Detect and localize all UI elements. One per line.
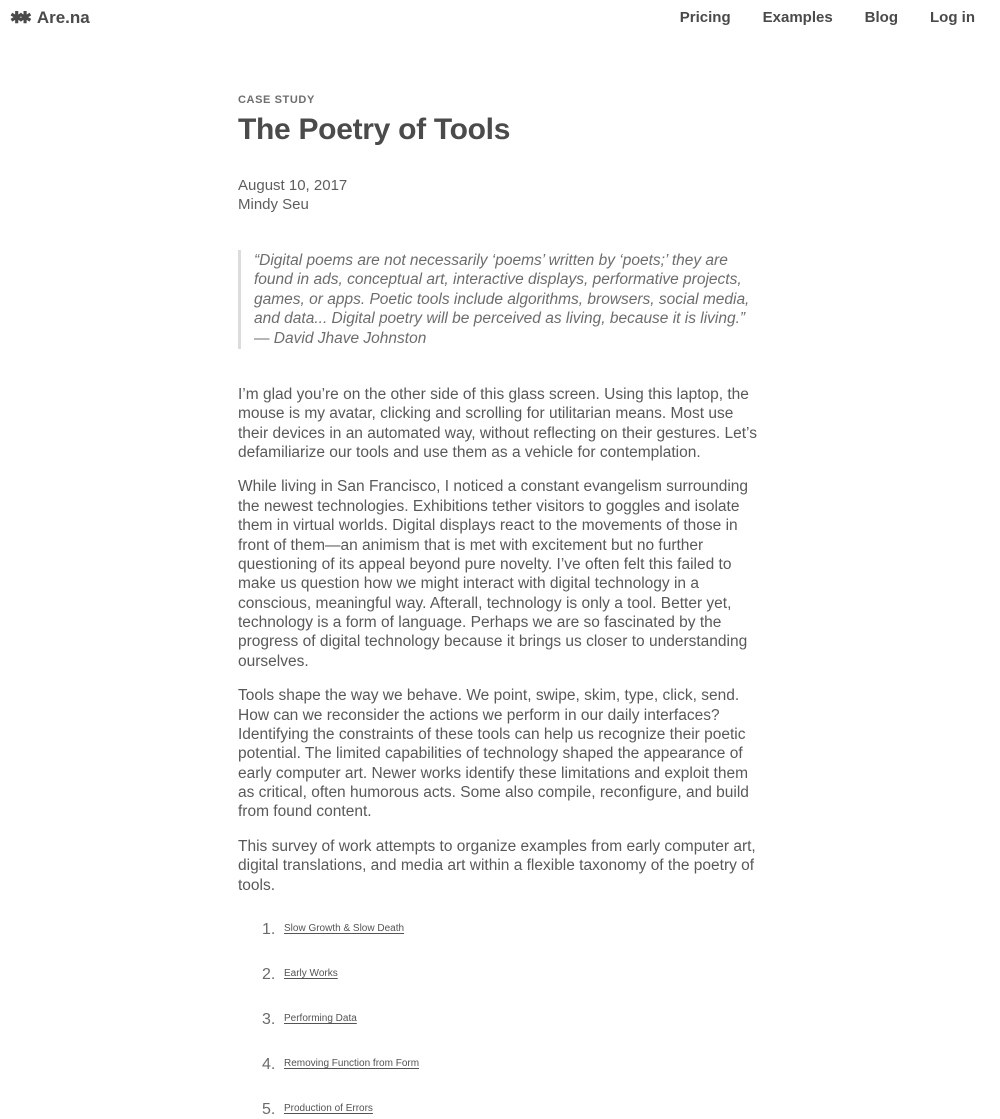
- list-item: [262, 1101, 760, 1119]
- toc-link-slow-growth[interactable]: Slow Growth & Slow Death: [284, 922, 405, 934]
- case-study-label: CASE STUDY: [238, 94, 315, 106]
- paragraph-3: Tools shape the way we behave. We point, swipe, skim, type, click, send. How can we reconsider the actions we perform in our daily interfaces? Identifying the constraints of these tools can help us recognize their poetic potential. The limited capabilities of technology shaped the appearance of early computer art. Newer works identify these limitations and exploit them as critical, often humorous acts. Some also compile, reconfigure, and build from found content.: [238, 687, 749, 821]
- article-body: [238, 385, 760, 895]
- arena-stars-icon: ✱✱: [10, 9, 27, 27]
- section-link-list: [238, 921, 760, 1119]
- list-number: 5.: [262, 1100, 276, 1118]
- toc-link-removing-function[interactable]: Removing Function from Form: [284, 1057, 420, 1069]
- page-title: The Poetry of Tools: [238, 113, 511, 146]
- top-nav: [680, 9, 975, 26]
- nav-item-pricing[interactable]: Pricing: [679, 9, 731, 26]
- toc-link-production-errors[interactable]: Production of Errors: [284, 1102, 373, 1114]
- toc-link-early-works[interactable]: Early Works: [284, 967, 338, 979]
- nav-item-blog[interactable]: Blog: [864, 9, 898, 26]
- nav-item-examples[interactable]: Examples: [762, 9, 833, 26]
- arena-logo-text: Are.na: [36, 7, 90, 27]
- list-number: 4.: [262, 1055, 276, 1073]
- pull-quote: “Digital poems are not necessarily ‘poems’ written by ‘poets;’ they are found in ads, conceptual art, interactive displays, performative projects, games, or apps. Poetic tools include algorithms, browsers, social media, and data... Digital poetry will be perceived as living, because it is living.” — David Jhave Johnston: [238, 250, 760, 349]
- list-number: 3.: [262, 1010, 276, 1028]
- list-item: [262, 921, 760, 939]
- article-date: August 10, 2017: [238, 177, 348, 194]
- article-meta: [238, 176, 760, 214]
- toc-link-performing-data[interactable]: Performing Data: [284, 1012, 357, 1024]
- arena-logo[interactable]: [10, 8, 90, 28]
- nav-item-login[interactable]: Log in: [930, 9, 975, 26]
- paragraph-4: This survey of work attempts to organize examples from early computer art, digital translations, and media art within a flexible taxonomy of the poetry of tools.: [238, 837, 756, 894]
- list-number: 2.: [262, 965, 276, 983]
- list-item: [262, 1011, 760, 1029]
- paragraph-1: I’m glad you’re on the other side of this glass screen. Using this laptop, the mouse is my avatar, clicking and scrolling for utilitarian means. Most use their devices in an automated way, without reflecting on their gestures. Let’s defamiliarize our tools and use them as a vehicle for contemplation.: [238, 385, 757, 462]
- article: [238, 94, 760, 1119]
- list-item: [262, 966, 760, 984]
- article-author: Mindy Seu: [238, 196, 309, 214]
- list-item: [262, 1056, 760, 1074]
- list-number: 1.: [262, 920, 276, 938]
- paragraph-2: While living in San Francisco, I noticed a constant evangelism surrounding the newest technologies. Exhibitions tether visitors to goggles and isolate them in virtual worlds. Digital displays react to the movements of those in front of them—an animism that is met with excitement but no further questioning of its appeal beyond pure novelty. I’ve often felt this failed to make us question how we might interact with digital technology in a conscious, meaningful way. Afterall, technology is only a tool. Better yet, technology is a form of language. Perhaps we are so fascinated by the progress of digital technology because it brings us closer to understanding ourselves.: [238, 478, 749, 670]
- site-header: [0, 0, 1000, 28]
